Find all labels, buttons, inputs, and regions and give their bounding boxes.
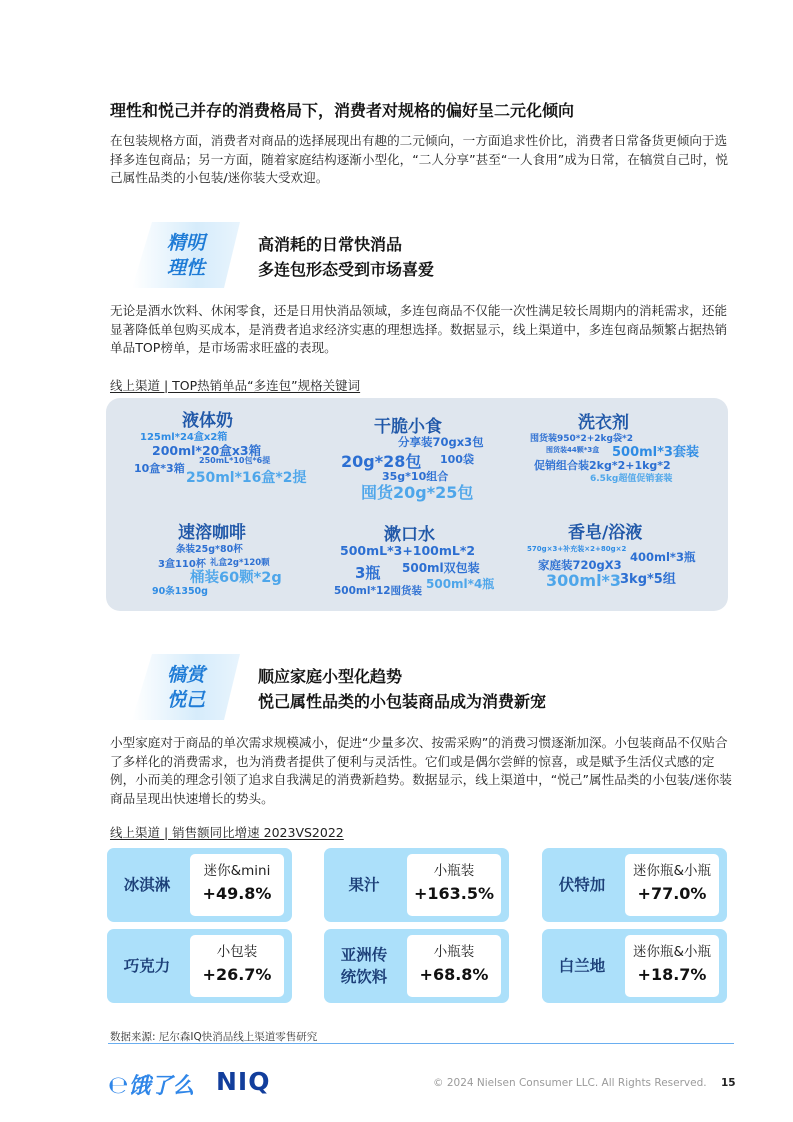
niq-logo: NIQ: [216, 1067, 271, 1096]
tag-badge-reward: [128, 654, 256, 720]
card-format: 小瓶装: [433, 863, 475, 879]
card-category: 白兰地: [558, 957, 606, 975]
card-value-box: [407, 854, 501, 916]
intro-paragraph: 在包装规格方面，消费者对商品的选择展现出有趣的二元倾向，一方面追求性价比，消费者日常备货更倾向于选择多连包商品；另一方面，随着家庭结构逐渐小型化，“二人分享”甚至“一人食用”成为日常，在犒赏自己时，悦己属性品类的小包装/迷你装大受欢迎。: [110, 133, 729, 186]
cloud-keyword: 100袋: [440, 453, 474, 466]
tag-line2: 理性: [166, 257, 205, 279]
keyword-cloud-panel: [106, 398, 728, 611]
cloud-keyword: 125ml*24盒x2箱: [140, 432, 228, 443]
cloud-keyword: 500ml*12囤货装: [334, 585, 423, 597]
card-value-box: [190, 854, 284, 916]
card-growth: +163.5%: [413, 884, 495, 903]
cloud-keyword: 桶装60颗*2g: [190, 570, 282, 586]
cloud-keyword: 囤货装950*2+2kg袋*2: [530, 434, 633, 444]
cloud-category: 干脆小食: [374, 417, 442, 437]
cloud-keyword: 礼盒2g*120颗: [210, 558, 270, 568]
page-number: 15: [721, 1077, 736, 1089]
section2-title-line2: 悦己属性品类的小包装商品成为消费新宠: [258, 692, 547, 711]
card-category: 果汁: [348, 876, 380, 894]
card-growth: +49.8%: [202, 884, 272, 903]
cloud-keyword: 300ml*3: [546, 571, 622, 590]
cloud-keyword: 条装25g*80杯: [176, 544, 243, 555]
cloud-keyword: 囤货20g*25包: [361, 483, 474, 502]
growth-card-brandy: [542, 929, 727, 1003]
card-growth: +26.7%: [202, 965, 272, 984]
card-format: 迷你&mini: [203, 863, 271, 879]
section2-title-line1: 顺应家庭小型化趋势: [258, 667, 403, 686]
cloud-category: 漱口水: [384, 525, 435, 545]
card-category: 巧克力: [123, 957, 171, 975]
card-category: 冰淇淋: [123, 876, 171, 894]
growth-card-juice: [324, 848, 509, 922]
growth-card-asian-drinks: [324, 929, 509, 1003]
card-value-box: [625, 854, 719, 916]
cloud-keyword: 250ml*16盒*2提: [186, 470, 307, 486]
card-value-box: [625, 935, 719, 997]
cloud-keyword: 10盒*3箱: [134, 462, 185, 475]
section2-paragraph: 小型家庭对于商品的单次需求规模减小，促进“少量多次、按需采购”的消费习惯逐渐加深。小包装商品不仅贴合了多样化的消费需求，也为消费者提供了便利与灵活性。它们或是偶尔尝鲜的惊喜，或是赋予生活仪式感的定例，小而美的理念引领了追求自我满足的消费新趋势。数据显示，线上渠道中，“悦己”属性品类的小包装/迷你装商品呈现出快速增长的势头。: [110, 735, 732, 806]
cloud-keyword: 400ml*3瓶: [630, 550, 696, 564]
cloud-keyword: 6.5kg超值促销套装: [590, 474, 673, 484]
card-growth: +68.8%: [419, 965, 489, 984]
section2-caption: 线上渠道 | 销售额同比增速 2023VS2022: [110, 825, 344, 840]
cloud-keyword: 35g*10组合: [382, 470, 449, 483]
cloud-keyword: 500ml双包装: [402, 561, 480, 575]
tag-line1: 精明: [166, 232, 205, 254]
cloud-category: 液体奶: [182, 411, 233, 431]
cloud-keyword: 3kg*5组: [620, 572, 676, 587]
card-value-box: [407, 935, 501, 997]
cloud-keyword: 3盒110杯: [158, 559, 206, 570]
growth-card-vodka: [542, 848, 727, 922]
card-growth: +18.7%: [637, 965, 707, 984]
card-category: 伏特加: [558, 876, 606, 894]
card-category: 亚洲传统饮料: [340, 946, 388, 986]
cloud-keyword: 200ml*20盒x3箱: [152, 443, 262, 458]
cloud-keyword: 20g*28包: [341, 452, 422, 471]
cloud-keyword: 500ml*3套装: [612, 445, 699, 460]
section1-title-line2: 多连包形态受到市场喜爱: [258, 260, 435, 279]
copyright-text: © 2024 Nielsen Consumer LLC. All Rights Reserved.: [433, 1077, 707, 1089]
section1-caption: 线上渠道 | TOP热销单品“多连包”规格关键词: [110, 378, 361, 393]
cloud-keyword: 囤货装44颗*3盒: [546, 446, 600, 454]
card-format: 迷你瓶&小瓶: [632, 863, 712, 879]
cloud-keyword: 分享装70gx3包: [398, 435, 484, 449]
cloud-category: 速溶咖啡: [178, 523, 246, 543]
data-source-note: 数据来源: 尼尔森IQ快消品线上渠道零售研究: [110, 1031, 318, 1043]
cloud-keyword: 促销组合装2kg*2+1kg*2: [534, 459, 671, 472]
cloud-category: 洗衣剂: [578, 413, 629, 433]
growth-card-chocolate: [107, 929, 292, 1003]
eleme-logo-text: 饿了么: [128, 1074, 195, 1099]
cloud-keyword: 500ml*4瓶: [426, 577, 495, 591]
cloud-category: 香皂/浴液: [568, 523, 643, 543]
cloud-keyword: 570g×3+补充装×2+80g×2: [527, 545, 627, 553]
cloud-keyword: 500mL*3+100mL*2: [340, 543, 476, 558]
cloud-keyword: 家庭装720gX3: [538, 558, 622, 572]
tag-line2: 悦己: [166, 689, 205, 711]
page-heading: 理性和悦己并存的消费格局下，消费者对规格的偏好呈二元化倾向: [110, 101, 575, 120]
eleme-logo: ℮饿了么: [108, 1071, 195, 1099]
tag-line1: 犒赏: [166, 664, 205, 686]
footer-divider: [108, 1043, 734, 1044]
section1-title-line1: 高消耗的日常快消品: [258, 235, 403, 254]
card-format: 小瓶装: [433, 944, 475, 960]
growth-card-ice-cream: [107, 848, 292, 922]
card-format: 小包装: [216, 944, 258, 960]
cloud-keyword: 90条1350g: [152, 586, 208, 597]
card-value-box: [190, 935, 284, 997]
cloud-keyword: 3瓶: [355, 564, 381, 582]
card-growth: +77.0%: [637, 884, 707, 903]
section1-paragraph: 无论是酒水饮料、休闲零食，还是日用快消品领域，多连包商品不仅能一次性满足较长周期内的消耗需求，还能显著降低单包购买成本，是消费者追求经济实惠的理想选择。数据显示，线上渠道中，多连包商品频繁占据热销单品TOP榜单，是市场需求旺盛的表现。: [110, 303, 728, 356]
card-format: 迷你瓶&小瓶: [632, 944, 712, 960]
cloud-keyword: 250mL*10包*6提: [199, 456, 271, 465]
tag-badge-smart: [128, 222, 256, 288]
